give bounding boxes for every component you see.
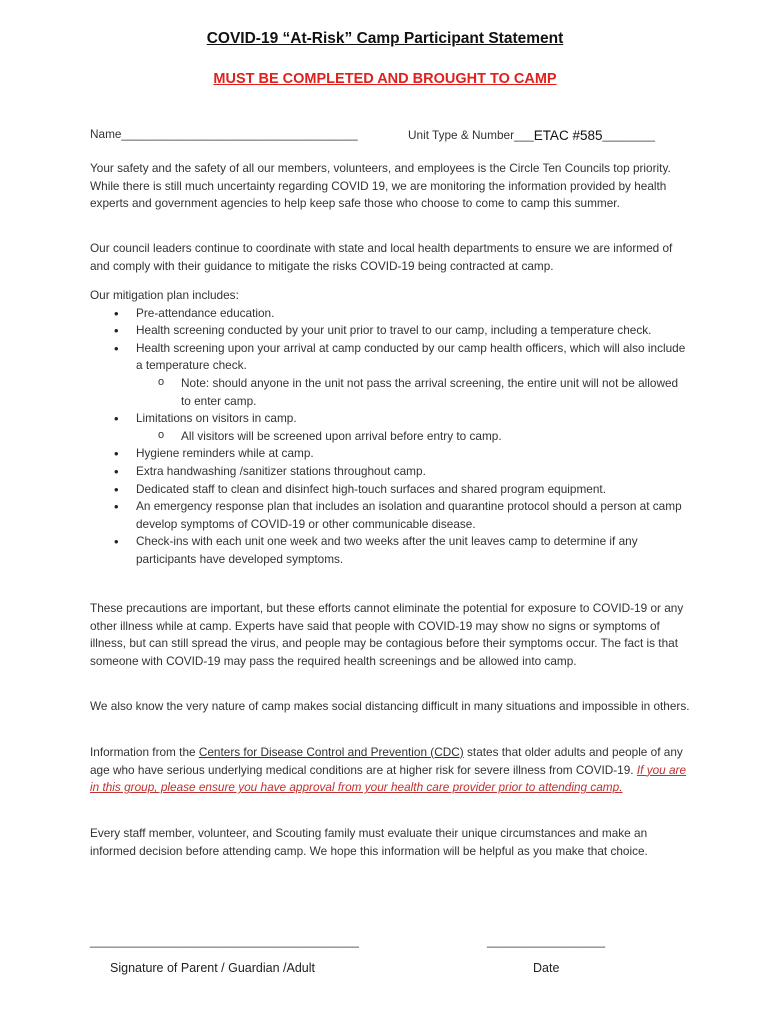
sub-list-item: o All visitors will be screened upon arrival before entry to camp. <box>136 428 690 446</box>
unit-value[interactable]: ETAC #585 <box>533 128 603 143</box>
list-item: • Dedicated staff to clean and disinfect high-touch surfaces and shared program equipment. <box>90 481 690 499</box>
date-line[interactable]: __________________ <box>487 934 606 948</box>
document-title: COVID-19 “At-Risk” Camp Participant Statement <box>206 30 564 47</box>
list-item: • Extra handwashing /sanitizer stations throughout camp. <box>90 463 690 481</box>
list-item <box>90 340 690 410</box>
mitigation-list <box>90 305 690 569</box>
sub-list <box>136 375 690 410</box>
mitigation-section <box>90 287 690 569</box>
cdc-link[interactable]: Centers for Disease Control and Prevention (CDC) <box>198 745 464 759</box>
list-item-text: Limitations on visitors in camp. <box>136 411 297 426</box>
list-item: • Pre-attendance education. <box>90 305 690 323</box>
unit-field[interactable] <box>408 127 655 142</box>
list-item <box>90 410 690 445</box>
list-item: • Hygiene reminders while at camp. <box>90 445 690 463</box>
name-blank[interactable]: ____________________________________ <box>121 127 358 141</box>
cdc-text-before: Information from the <box>90 745 199 759</box>
mitigation-intro: Our mitigation plan includes: <box>90 288 239 302</box>
name-field[interactable] <box>90 127 358 141</box>
distancing-paragraph: We also know the very nature of camp makes social distancing difficult in many situations and impossible in others. <box>90 699 690 713</box>
list-item-text: Health screening upon your arrival at camp conducted by our camp health officers, which will also include a temperature check. <box>136 340 686 373</box>
name-label: Name <box>90 127 122 141</box>
cdc-text-after: states that older adults and people of any age who have serious underlying medical conditions are at higher risk for severe illness from COVID-19. <box>90 745 683 777</box>
closing-paragraph: Every staff member, volunteer, and Scouting family must evaluate their unique circumstances and make an informed decision before attending camp. We hope this information will be helpful as you make that choice. <box>90 826 648 858</box>
list-item: • An emergency response plan that includes an isolation and quarantine protocol should a person at camp develop symptoms of COVID-19 or other communicable disease. <box>90 498 690 533</box>
unit-blank-before: ___ <box>514 128 534 142</box>
unit-label: Unit Type & Number <box>408 128 514 142</box>
signature-line[interactable]: _________________________________________ <box>90 934 359 948</box>
document-subtitle: MUST BE COMPLETED AND BROUGHT TO CAMP <box>213 71 557 87</box>
date-label: Date <box>533 961 560 975</box>
cdc-paragraph <box>90 744 690 797</box>
signature-label: Signature of Parent / Guardian /Adult <box>110 961 315 975</box>
list-item: • Check-ins with each unit one week and two weeks after the unit leaves camp to determine if any participants have developed symptoms. <box>90 533 690 568</box>
unit-blank-after: ________ <box>602 128 655 142</box>
sub-list-item: o Note: should anyone in the unit not pass the arrival screening, the entire unit will not be allowed to enter camp. <box>136 375 690 410</box>
precautions-paragraph: These precautions are important, but these efforts cannot eliminate the potential for exposure to COVID-19 or any other illness while at camp. Experts have said that people with COVID-19 may show no signs or symptoms of illness, but can still spread the virus, and people may be contagious before their symptoms occur. The fact is that someone with COVID-19 may pass the required health screenings and be allowed into camp. <box>90 601 684 668</box>
sub-list <box>136 428 690 446</box>
council-paragraph: Our council leaders continue to coordinate with state and local health departments to ensure we are informed of and comply with their guidance to mitigate the risks COVID-19 being contracted at camp. <box>90 241 673 273</box>
cdc-emphasis: If you are in this group, please ensure you have approval from your health care provider prior to attending camp. <box>90 762 687 795</box>
list-item: • Health screening conducted by your unit prior to travel to our camp, including a temperature check. <box>90 322 690 340</box>
safety-paragraph: Your safety and the safety of all our members, volunteers, and employees is the Circle Ten Councils top priority. While there is still much uncertainty regarding COVID 19, we are monitoring the information provided by health experts and government agencies to help keep safe those who choose to come to camp this summer. <box>90 161 671 211</box>
